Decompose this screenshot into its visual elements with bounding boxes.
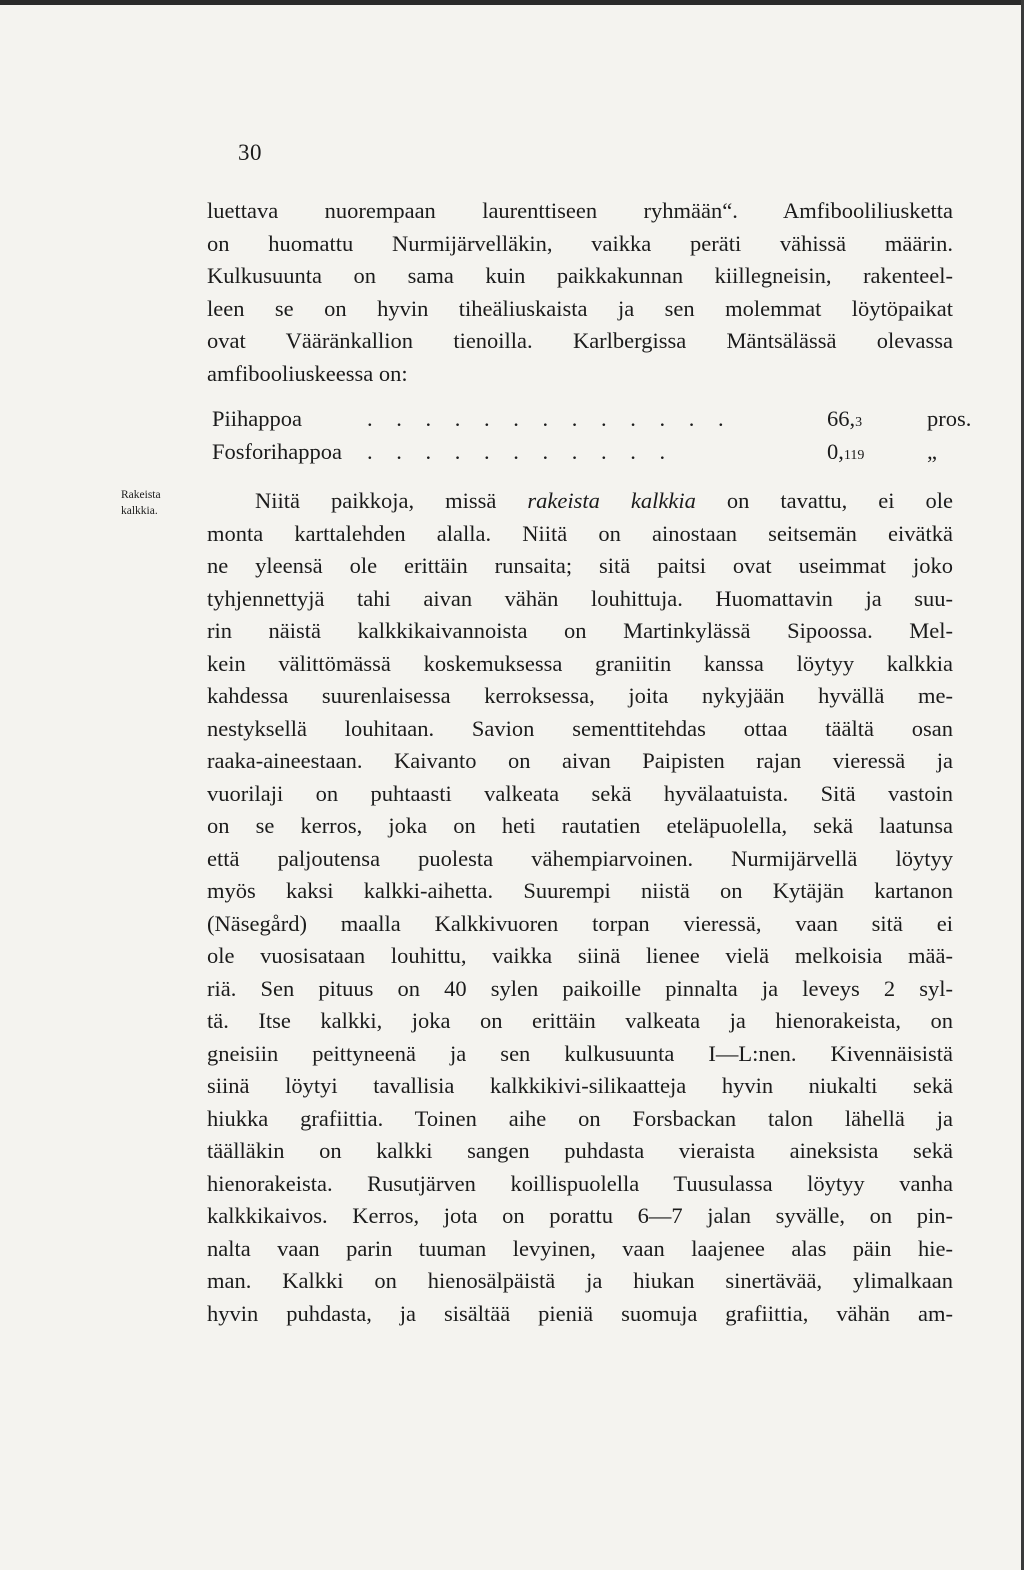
text-line: hyvin puhdasta, ja sisältää pieniä suomuja grafiittia, vähän am- — [207, 1300, 953, 1326]
text-line: myös kaksi kalkki-aihetta. Suurempi niistä on Kytäjän kartanon — [207, 878, 953, 903]
text-line: vuorilaji on puhtaasti valkeata sekä hyvälaatuista. Sitä vastoin — [207, 780, 953, 806]
text-line: tyhjennettyjä tahi aivan vähän louhittuja. Huomattavin ja suu- — [207, 585, 953, 611]
text-line: kein välittömässä koskemuksessa graniitin kanssa löytyy kalkkia — [207, 650, 953, 676]
margin-note-line: Rakeista — [121, 489, 161, 501]
text-line: täälläkin on kalkki sangen puhdasta vieraista aineksista sekä — [207, 1138, 953, 1163]
text-line: Kulkusuunta on sama kuin paikkakunnan kiillegneisin, rakenteel- — [207, 263, 953, 288]
margin-note — [121, 487, 201, 519]
emphasis-text: rakeista kalkkia — [527, 488, 696, 513]
composition-row — [207, 436, 953, 469]
text-line: on se kerros, joka on heti rautatien eteläpuolella, sekä laatunsa — [207, 813, 953, 838]
composition-label: Piihappoa — [212, 406, 302, 431]
intro-paragraph — [207, 195, 953, 390]
text-line: man. Kalkki on hienosälpäistä ja hiukan sinertävää, ylimalkaan — [207, 1268, 953, 1293]
text-line: hiukka grafiittia. Toinen aihe on Forsbackan talon lähellä ja — [207, 1105, 953, 1131]
text-line: ovat Vääränkallion tienoilla. Karlbergissa Mäntsälässä olevassa — [207, 328, 953, 353]
text-line: kalkkikaivos. Kerros, jota on porattu 6—7 jalan syvälle, on pin- — [207, 1203, 953, 1228]
text-line-first — [207, 485, 953, 518]
text-line: gneisiin peittyneenä ja sen kulkusuunta I—L:nen. Kivennäisistä — [207, 1040, 953, 1066]
composition-label: Fosforihappoa — [212, 438, 342, 464]
text-line: monta karttalehden alalla. Niitä on ainostaan seitsemän eivätkä — [207, 520, 953, 546]
value-main: 0, — [827, 438, 844, 464]
value-decimal: 3 — [855, 415, 863, 430]
text-run: Niitä paikkoja, missä — [255, 488, 528, 513]
text-line: siinä löytyi tavallisia kalkkikivi-silikaatteja hyvin niukalti sekä — [207, 1073, 953, 1098]
text-line: raaka-aineestaan. Kaivanto on aivan Paipisten rajan vieressä ja — [207, 748, 953, 773]
text-line: ne yleensä ole erittäin runsaita; sitä paitsi ovat useimmat joko — [207, 553, 953, 578]
page-top-edge — [0, 0, 1024, 5]
text-line: rin näistä kalkkikaivannoista on Martinkylässä Sipoossa. Mel- — [207, 618, 953, 643]
text-run: on tavattu, ei ole — [695, 488, 953, 513]
leader-dots: . . . . . . . . . . . . . — [367, 406, 733, 431]
text-line: hienorakeista. Rusutjärven koillispuolella Tuusulassa löytyy vanha — [207, 1170, 953, 1196]
body-paragraph — [207, 485, 953, 1330]
text-line: (Näsegård) maalla Kalkkivuoren torpan vieressä, vaan sitä ei — [207, 910, 953, 936]
text-line: riä. Sen pituus on 40 sylen paikoille pinnalta ja leveys 2 syl- — [207, 975, 953, 1001]
text-line: nalta vaan parin tuuman levyinen, vaan laajenee alas päin hie- — [207, 1235, 953, 1261]
leader-dots: . . . . . . . . . . . — [367, 438, 675, 464]
composition-row — [207, 403, 972, 436]
page-number: 30 — [238, 140, 262, 165]
text-line: ole vuosisataan louhittu, vaikka siinä lienee vielä melkoisia mää- — [207, 943, 953, 968]
text-line: amfibooliuskeessa on: — [207, 360, 408, 386]
text-line: luettava nuorempaan laurenttiseen ryhmään“. Amfibooliliusketta — [207, 198, 953, 223]
text-line: nestyksellä louhitaan. Savion sementtitehdas ottaa täältä osan — [207, 715, 953, 741]
text-line: leen se on hyvin tiheäliuskaista ja sen molemmat löytöpaikat — [207, 295, 953, 321]
text-line: on huomattu Nurmijärvelläkin, vaikka peräti vähissä määrin. — [207, 230, 953, 256]
composition-table — [207, 403, 972, 468]
margin-note-line: kalkkia. — [121, 505, 158, 517]
value-decimal: 119 — [843, 447, 865, 463]
composition-unit: pros. — [927, 406, 972, 431]
composition-unit: „ — [927, 438, 937, 464]
composition-value — [827, 436, 864, 473]
text-line: tä. Itse kalkki, joka on erittäin valkeata ja hienorakeista, on — [207, 1008, 953, 1033]
text-line: kahdessa suurenlaisessa kerroksessa, joita nykyjään hyvällä me- — [207, 683, 953, 708]
text-line: että paljoutensa puolesta vähempiarvoinen. Nurmijärvellä löytyy — [207, 845, 953, 871]
composition-value — [827, 403, 862, 440]
value-main: 66, — [827, 406, 856, 431]
